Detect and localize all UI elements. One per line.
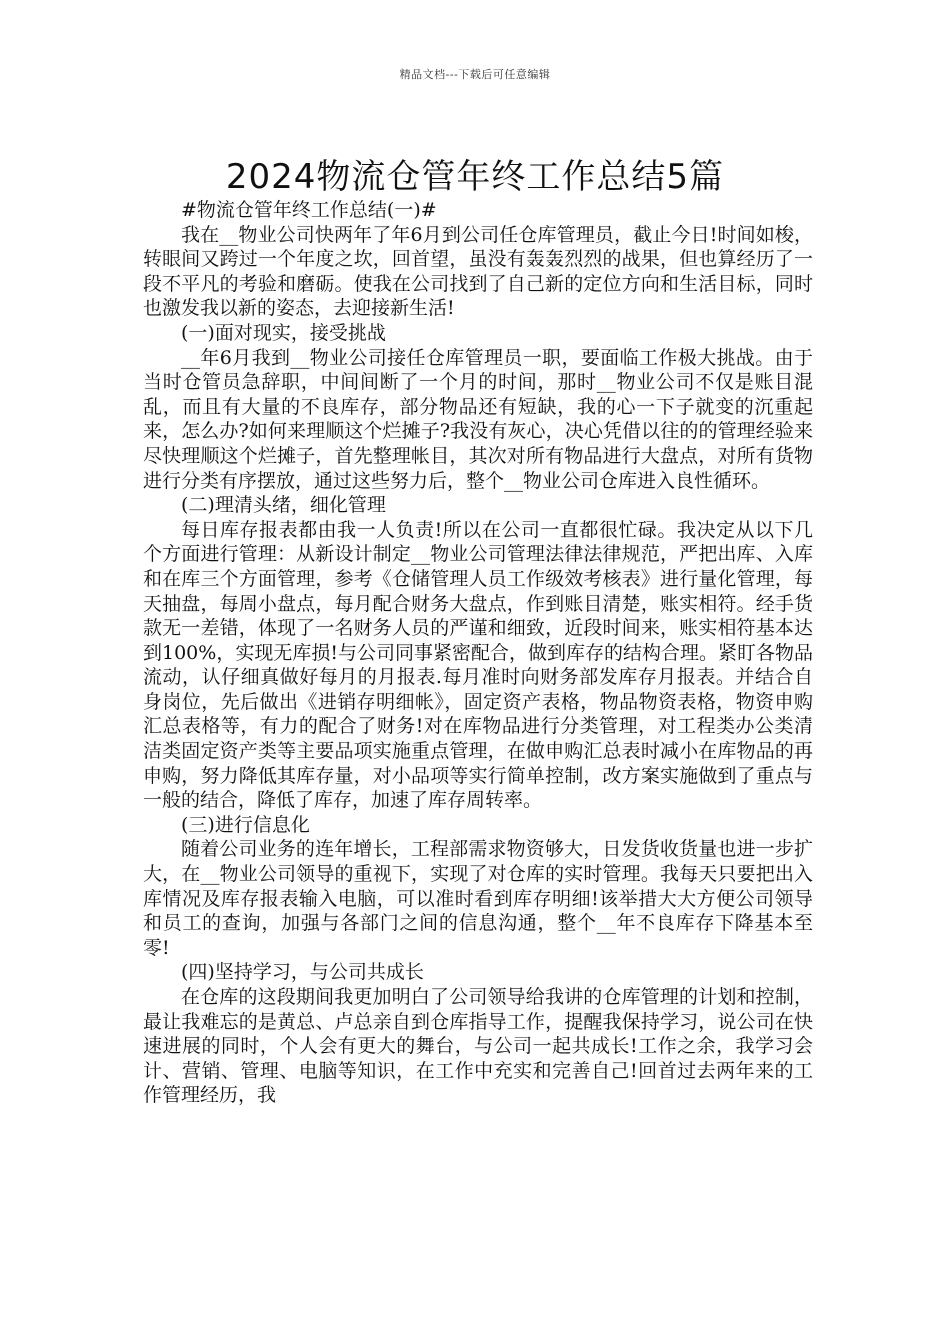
section-heading: (二)理清头绪，细化管理 xyxy=(181,494,386,517)
paragraph: __年6月我到__物业公司接任仓库管理员一职，要面临工作极大挑战。由于当时仓管员急辞职，中间间断了一个月的时间，那时__物业公司不仅是账目混乱，而且有大量的不良库存，部分物品还有短缺，我的心一下子就变的沉重起来，怎么办?如何来理顺这个烂摊子?我没有灰心，决心凭借以往的的管理经验来尽快理顺这个烂摊子，首先整理帐目，其次对所有物品进行大盘点，对所有货物进行分类有序摆放，通过这些努力后，整个__物业公司仓库进入良性循环。 xyxy=(143,346,813,492)
section-heading: (一)面对现实，接受挑战 xyxy=(181,321,386,344)
section-heading: #物流仓管年终工作总结(一)# xyxy=(181,199,437,221)
document-title: 2024物流仓管年终工作总结5篇 xyxy=(225,156,725,197)
section-heading: (三)进行信息化 xyxy=(181,813,310,836)
header-note: 精品文档---下载后可任意编辑 xyxy=(399,68,551,81)
document-body xyxy=(143,198,813,1108)
paragraph: 每日库存报表都由我一人负责!所以在公司一直都很忙碌。我决定从以下几个方面进行管理：从新设计制定__物业公司管理法律法律规范，严把出库、入库和在库三个方面管理，参考《仓储管理人员工作级效考核表》进行量化管理，每天抽盘，每周小盘点，每月配合财务大盘点，作到账目清楚，账实相符。经手货款无一差错，体现了一名财务人员的严谨和细致，近段时间来，账实相符基本达到100%，实现无库损!与公司同事紧密配合，做到库存的结构合理。紧盯各物品流动，认仔细真做好每月的月报表.每月准时向财务部发库存月报表。并结合自身岗位，先后做出《进销存明细帐》，固定资产表格，物品物资表格，物资申购汇总表格等，有力的配合了财务!对在库物品进行分类管理，对工程类办公类清洁类固定资产类等主要品项实施重点管理，在做申购汇总表时减小在库物品的再申购，努力降低其库存量，对小品项等实行简单控制，改方案实施做到了重点与一般的结合，降低了库存，加速了库存周转率。 xyxy=(143,518,813,812)
paragraph: 我在__物业公司快两年了年6月到公司任仓库管理员，截止今日!时间如梭，转眼间又跨过一个年度之坎，回首望，虽没有轰轰烈烈的战果，但也算经历了一段不平凡的考验和磨砺。使我在公司找到了自己新的定位方向和生活目标，同时也激发我以新的姿态，去迎接新生活! xyxy=(143,223,813,320)
paragraph: 随着公司业务的连年增长，工程部需求物资够大，日发货收货量也进一步扩大，在__物业公司领导的重视下，实现了对仓库的实时管理。我每天只要把出入库情况及库存报表输入电脑，可以准时看到库存明细!该举措大大方便公司领导和员工的查询，加强与各部门之间的信息沟通，整个__年不良库存下降基本至零! xyxy=(143,838,813,959)
section-heading: (四)坚持学习，与公司共成长 xyxy=(181,961,424,984)
paragraph: 在仓库的这段期间我更加明白了公司领导给我讲的仓库管理的计划和控制，最让我难忘的是黄总、卢总亲自到仓库指导工作，提醒我保持学习，说公司在快速进展的同时，个人会有更大的舞台，与公司一起共成长!工作之余，我学习会计、营销、管理、电脑等知识，在工作中充实和完善自己!回首过去两年来的工作管理经历，我 xyxy=(143,986,813,1107)
